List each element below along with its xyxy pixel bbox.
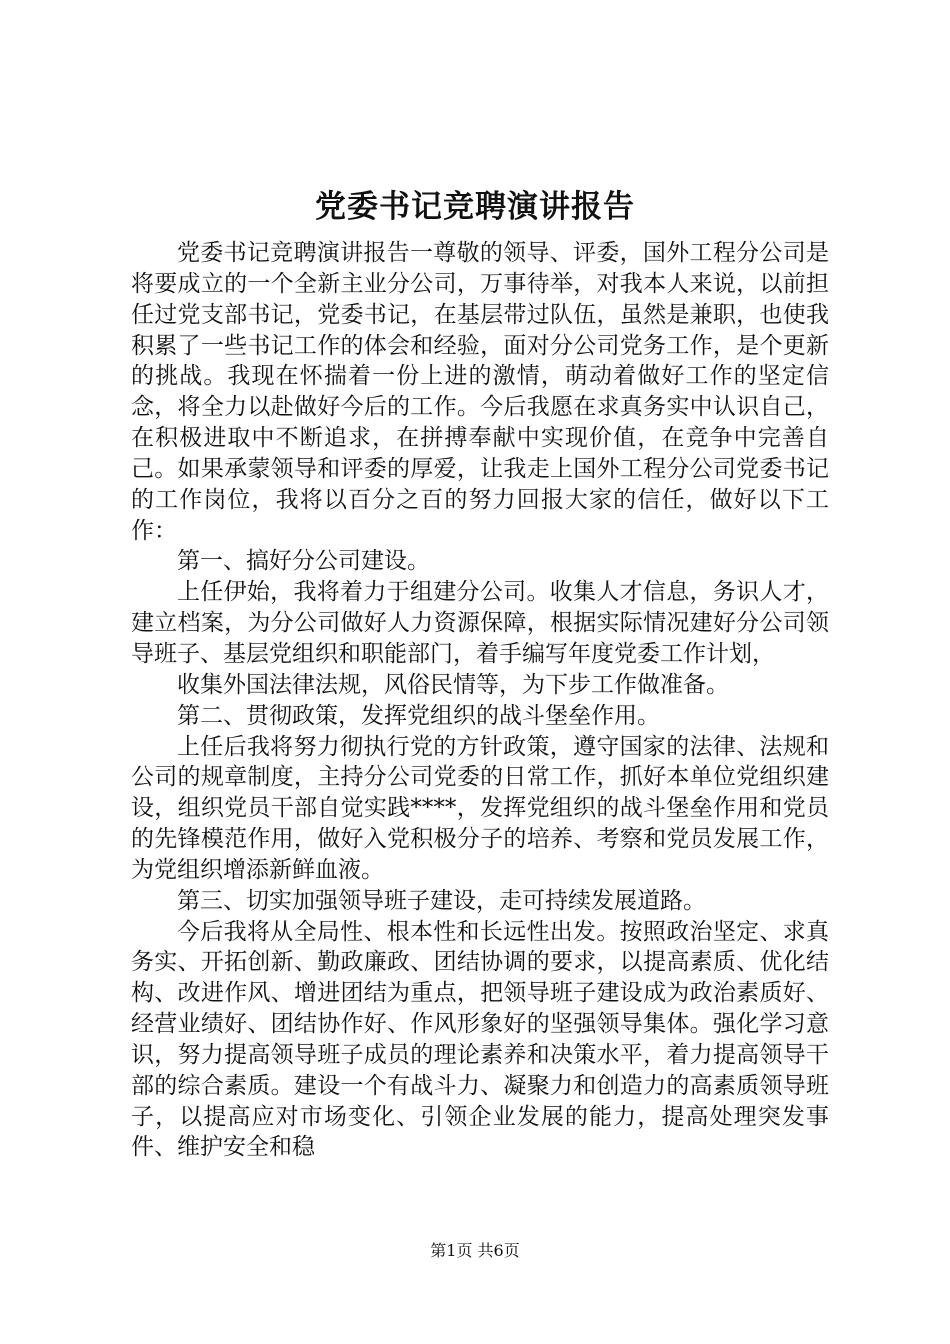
paragraph-section-3-body: 今后我将从全局性、根本性和长远性出发。按照政治坚定、求真务实、开拓创新、勤政廉政、团结协调的要求，以提高素质、优化结构、改进作风、增进团结为重点，把领导班子建设成为政治素质好、经营业绩好、团结协作好、作风形象好的坚强领导集体。强化学习意识，努力提高领导班子成员的理论素养和决策水平，着力提高领导干部的综合素质。建设一个有战斗力、凝聚力和创造力的高素质领导班子，以提高应对市场变化、引领企业发展的能力，提高处理突发事件、维护安全和稳: [131, 918, 829, 1161]
paragraph-heading-3: 第三、切实加强领导班子建设，走可持续发展道路。: [177, 887, 706, 914]
document-body: [131, 238, 829, 1163]
paragraph-section-1-body: 上任伊始，我将着力于组建分公司。收集人才信息，务识人才，建立档案，为分公司做好人力资源保障，根据实际情况建好分公司领导班子、基层党组织和职能部门，着手编写年度党委工作计划，: [131, 579, 829, 667]
paragraph-heading-2: 第二、贯彻政策，发挥党组织的战斗堡垒作用。: [177, 702, 660, 729]
paragraph-section-1-extra: 收集外国法律法规，风俗民情等，为下步工作做准备。: [177, 671, 729, 698]
paragraph-heading-1: 第一、搞好分公司建设。: [177, 548, 430, 575]
document-title: 党委书记竞聘演讲报告: [315, 189, 635, 225]
paragraph-section-2-body: 上任后我将努力彻执行党的方针政策，遵守国家的法律、法规和公司的规章制度，主持分公司党委的日常工作，抓好本单位党组织建设，组织党员干部自觉实践****，发挥党组织的战斗堡垒作用和党员的先锋模范作用，做好入党积极分子的培养、考察和党员发展工作，为党组织增添新鲜血液。: [131, 733, 829, 883]
page-number-footer: 第1页 共6页: [430, 1241, 520, 1260]
paragraph-intro: 党委书记竞聘演讲报告一尊敬的领导、评委，国外工程分公司是将要成立的一个全新主业分公司，万事待举，对我本人来说，以前担任过党支部书记，党委书记，在基层带过队伍，虽然是兼职，也使我积累了一些书记工作的体会和经验，面对分公司党务工作，是个更新的挑战。我现在怀揣着一份上进的激情，萌动着做好工作的坚定信念，将全力以赴做好今后的工作。今后我愿在求真务实中认识自己，在积极进取中不断追求，在拼搏奉献中实现价值，在竞争中完善自己。如果承蒙领导和评委的厚爱，让我走上国外工程分公司党委书记的工作岗位，我将以百分之百的努力回报大家的信任，做好以下工作：: [131, 240, 829, 544]
